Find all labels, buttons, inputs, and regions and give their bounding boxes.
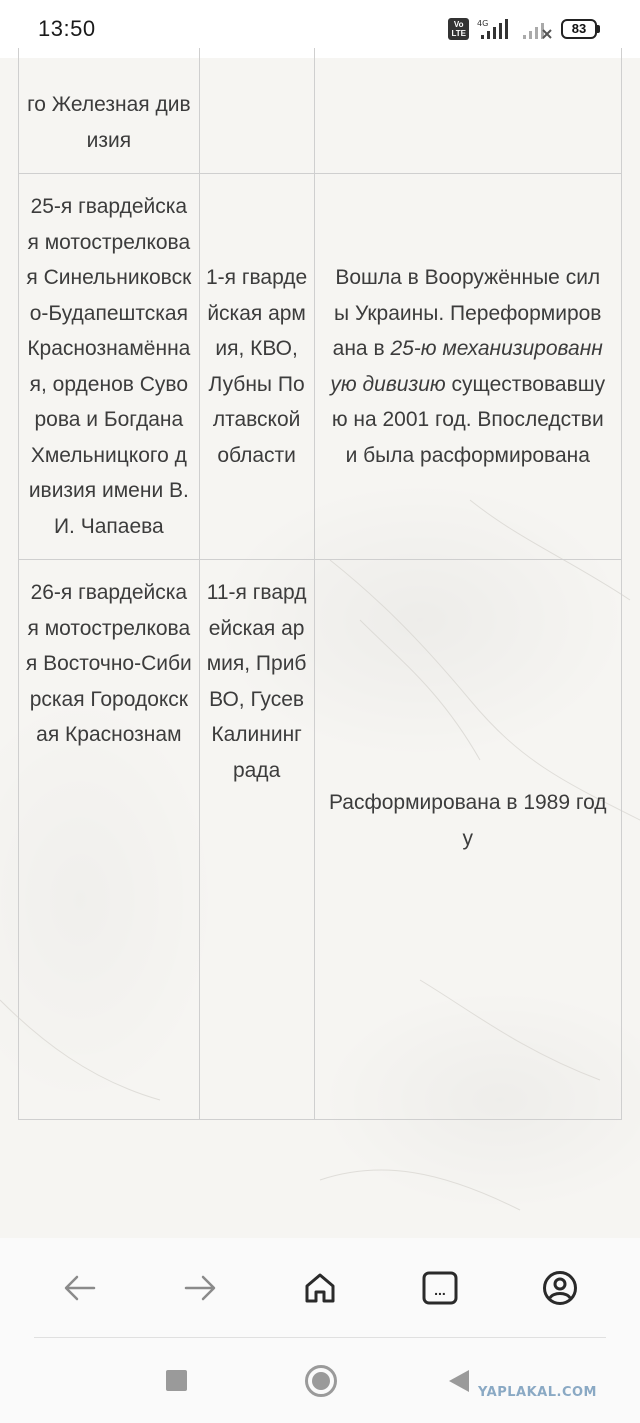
tabs-icon	[422, 1271, 458, 1305]
army-cell	[199, 48, 314, 174]
division-name: 26-я гвардейская мотострелковая Восточно-Сибирская Городокская Краснознам	[25, 581, 192, 746]
army-cell	[199, 174, 314, 560]
fate-text: Вошла в Вооружённые силы Украины. Переформирована в	[332, 266, 602, 360]
division-cell	[19, 560, 200, 1120]
back-button[interactable]	[50, 1258, 110, 1318]
fate-cell	[314, 48, 621, 174]
army-name: 1-я гвардейская армия, КВО, Лубны Полтавской области	[205, 266, 308, 467]
arrow-right-icon	[184, 1275, 216, 1301]
fate-cell	[314, 560, 621, 1120]
battery-level: 83	[561, 19, 597, 39]
signal-no-service-icon	[521, 18, 553, 40]
watermark: YAPLAKAL.COM	[478, 1385, 597, 1400]
system-home-button[interactable]	[305, 1365, 337, 1397]
browser-toolbar	[0, 1238, 640, 1338]
system-nav-bar	[0, 1338, 640, 1423]
fate-link-text[interactable]: 25-ю механизированную дивизию	[330, 337, 603, 396]
recents-button[interactable]	[166, 1370, 187, 1391]
system-back-button[interactable]	[449, 1370, 469, 1392]
army-name: 11-я гвардейская армия, ПрибВО, Гусев Калининграда	[206, 581, 307, 782]
home-icon	[304, 1272, 336, 1304]
arrow-left-icon	[64, 1275, 96, 1301]
division-cell	[19, 174, 200, 560]
division-cell	[19, 48, 200, 174]
profile-icon	[542, 1270, 578, 1306]
divisions-table	[18, 48, 622, 1120]
fate-text: Расформирована в 1989 году	[328, 791, 607, 850]
battery-tip	[597, 25, 600, 33]
svg-text:...: ...	[434, 1282, 446, 1298]
table-row	[19, 48, 622, 174]
signal-4g-icon	[477, 18, 513, 40]
content-area[interactable]	[0, 48, 640, 1238]
division-name: го Железная дивизия	[27, 93, 191, 152]
tabs-button[interactable]	[410, 1258, 470, 1318]
status-time: 13:50	[38, 16, 96, 41]
volte-bottom: LTE	[451, 29, 466, 38]
table-row	[19, 174, 622, 560]
volte-icon	[448, 18, 469, 40]
division-name: 25-я гвардейская мотострелковая Синельниковско-Будапештская Краснознамённая, орденов Суворова и Богдана Хмельницкого дивизия имени В. И. Чапаева	[26, 195, 192, 538]
home-button[interactable]	[290, 1258, 350, 1318]
status-icons	[448, 18, 600, 40]
table-row	[19, 560, 622, 1120]
fate-text-end: существовавшую на 2001 год. Впоследствии была расформирована	[331, 372, 606, 467]
fate-cell	[314, 174, 621, 560]
army-cell	[199, 560, 314, 1120]
battery-icon	[561, 19, 600, 39]
svg-text:4G: 4G	[477, 19, 489, 28]
forward-button[interactable]	[170, 1258, 230, 1318]
volte-top: Vo	[453, 20, 464, 29]
profile-button[interactable]	[530, 1258, 590, 1318]
